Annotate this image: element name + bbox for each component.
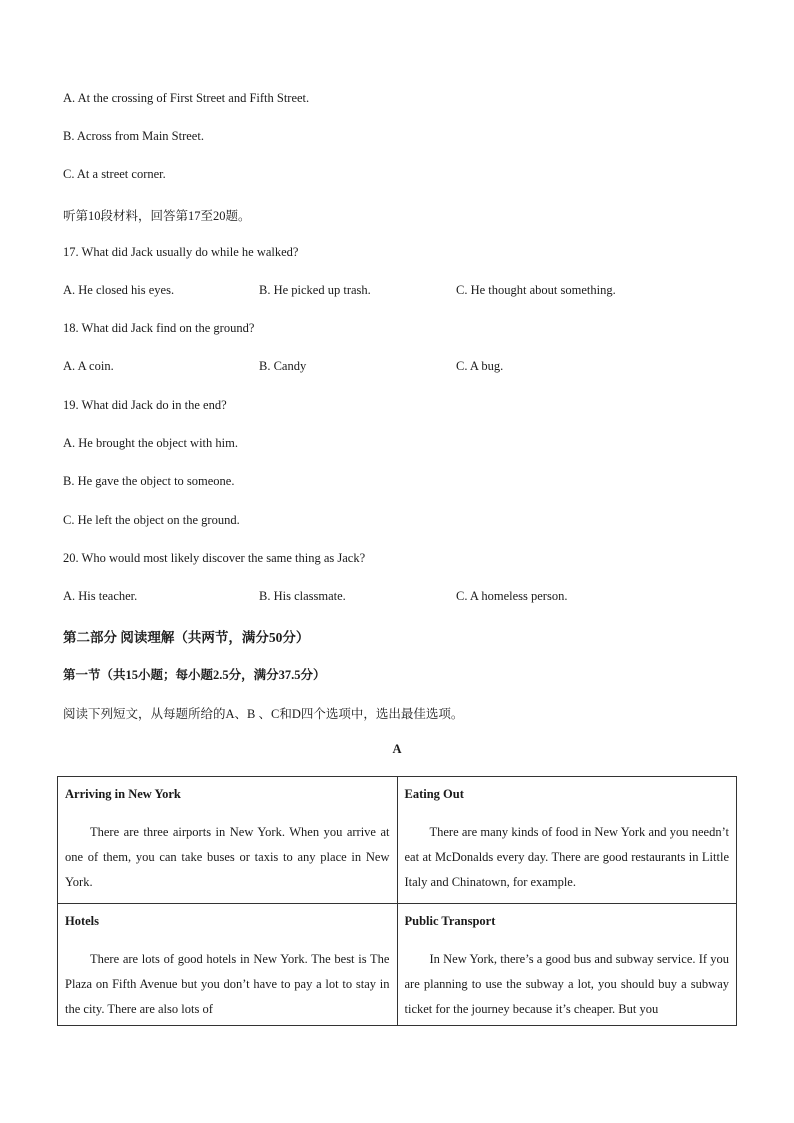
option-c: C. A bug. [456,359,504,373]
table-row [58,777,737,904]
question-stem: 17. What did Jack usually do while he walked? [63,245,299,259]
cell-body: There are many kinds of food in New York and you needn’t eat at McDonalds every day. There are good restaurants in Little Italy and Chinatown, for example. [404,825,729,889]
new-york-info-table [57,776,737,1026]
option-c: C. He left the object on the ground. [63,513,240,527]
cell-body: There are three airports in New York. When you arrive at one of them, you can take buses or taxis to any place in New York. [65,825,390,889]
question-stem: 18. What did Jack find on the ground? [63,321,255,335]
cell-title: Public Transport [404,914,496,928]
reading-instruction: 阅读下列短文，从每题所给的A、B 、C和D四个选项中，选出最佳选项。 [63,707,464,721]
option-b-16: B. Across from Main Street. [63,129,204,143]
cell-body: There are lots of good hotels in New York. The best is The Plaza on Fifth Avenue but you don’t have to pay a lot to stay in the city. There are also lots of [65,952,390,1016]
passage-label: A [392,742,402,756]
cell-public-transport [397,904,737,1026]
option-a-16: A. At the crossing of First Street and Fifth Street. [63,91,310,105]
option-c: C. He thought about something. [456,283,616,297]
option-b: B. He gave the object to someone. [63,474,235,488]
option-c-16: C. At a street corner. [63,167,166,181]
question-stem: 19. What did Jack do in the end? [63,398,227,412]
option-b: B. His classmate. [259,589,346,603]
option-b: B. He picked up trash. [259,283,371,297]
cell-eating-out [397,777,737,904]
option-c: C. A homeless person. [456,589,568,603]
option-a: A. He closed his eyes. [63,283,175,297]
option-b: B. Candy [259,359,307,373]
option-a: A. His teacher. [63,589,138,603]
cell-title: Eating Out [404,787,464,801]
section1-heading: 第一节（共15小题；每小题2.5分，满分37.5分） [63,668,326,682]
option-a: A. A coin. [63,359,114,373]
cell-arriving [58,777,398,904]
table-row [58,904,737,1026]
cell-body: In New York, there’s a good bus and subway service. If you are planning to use the subway a lot, you should buy a subway ticket for the journey because it’s cheaper. But you [404,952,729,1016]
cell-title: Hotels [65,914,100,928]
cell-title: Arriving in New York [65,787,181,801]
option-a: A. He brought the object with him. [63,436,238,450]
part2-heading: 第二部分 阅读理解（共两节，满分50分） [63,630,310,645]
cell-hotels [58,904,398,1026]
question-stem: 20. Who would most likely discover the same thing as Jack? [63,551,366,565]
listening-instruction: 听第10段材料，回答第17至20题。 [63,209,251,223]
